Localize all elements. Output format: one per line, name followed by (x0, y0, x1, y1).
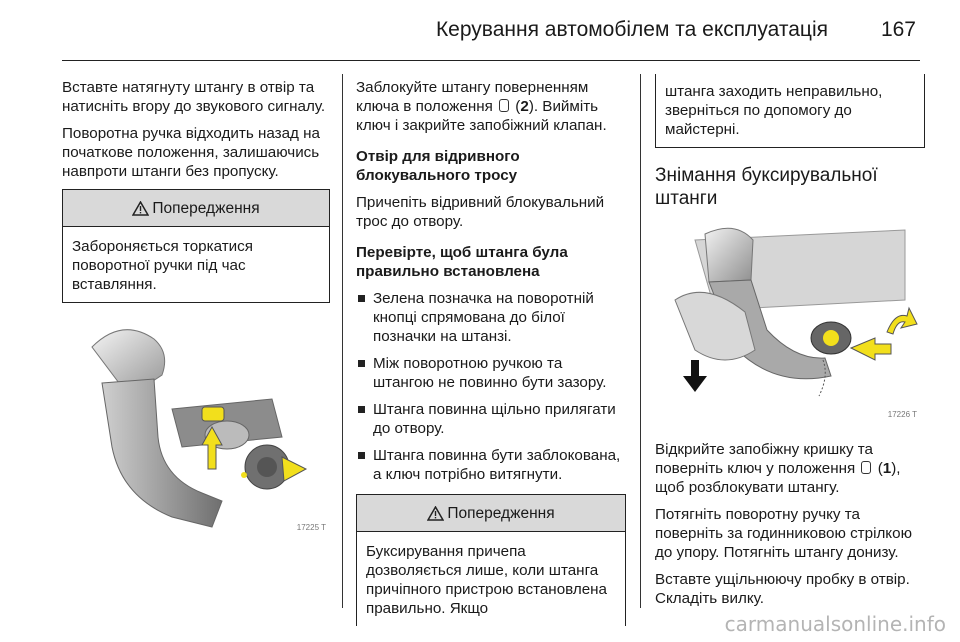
warning-header (63, 190, 329, 227)
text: Відкрийте запобіжну кришку та поверніть ключ у положення (655, 441, 874, 477)
paragraph (655, 440, 925, 497)
warning-box (62, 189, 330, 303)
list-item: Штанга повинна щільно прилягати до отвору. (356, 400, 626, 438)
key-position-icon (861, 461, 871, 474)
column-1 (62, 78, 330, 539)
watermark: carmanualsonline.info (724, 612, 946, 636)
list-item: Штанга повинна бути заблокована, а ключ потрібно витягнути. (356, 446, 626, 484)
paragraph: Вставте ущільнюючу пробку в отвір. Складіть вилку. (655, 571, 910, 607)
section-title: Знімання буксирувальної штанги (655, 165, 878, 209)
warning-text: Буксирування причепа дозволяється лише, коли штанга причіпного пристрою встановлена правильно. Якщо (366, 543, 607, 617)
header-rule (62, 60, 920, 61)
warning-header (357, 495, 625, 532)
warning-title: Попередження (152, 199, 260, 217)
figure-label: 17226 T (887, 410, 917, 419)
column-3 (655, 74, 925, 616)
text: Заблокуйте штангу поверненням ключа в положення (356, 79, 589, 115)
list-item: Між поворотною ручкою та штангою не повинно бути зазору. (356, 354, 626, 392)
text: ). Вийміть ключ і закрийте запобіжний клапан. (356, 98, 607, 134)
column-2 (356, 78, 626, 626)
header-title: Керування автомобілем та експлуатація (435, 18, 828, 41)
warning-box (356, 494, 626, 626)
column-divider (342, 74, 343, 608)
position-number: 2 (520, 98, 529, 115)
paragraph: Причепіть відривний блокувальний трос до отвору. (356, 194, 605, 230)
paragraph (356, 78, 626, 135)
warning-text: Забороняється торкатися поворотної ручки під час вставляння. (72, 238, 253, 293)
tow-bar-removal-drawing (655, 220, 921, 428)
paragraph: Поворотна ручка відходить назад на початкове положення, залишаючись навпроти штанги без пропуску. (62, 125, 320, 180)
warning-triangle-icon (132, 201, 149, 216)
figure-label: 17225 T (296, 523, 326, 532)
warning-text: штанга заходить неправильно, зверніться по допомогу до майстерні. (665, 83, 883, 138)
warning-title: Попередження (447, 504, 555, 522)
illustration-tow-bar-removal (655, 220, 921, 428)
page-header (62, 12, 920, 52)
warning-triangle-icon (427, 506, 444, 521)
text: ( (511, 98, 521, 115)
list-item: Зелена позначка на поворотній кнопці спрямована до білої позначки на штанзі. (356, 289, 626, 346)
illustration-tow-bar-insert (62, 317, 328, 539)
subheading: Отвір для відривного блокувального тросу (356, 148, 520, 184)
subheading: Перевірте, щоб штанга була правильно встановлена (356, 244, 568, 280)
position-number: 1 (882, 460, 892, 477)
text: ( (873, 460, 883, 477)
arrow-down-icon (683, 360, 707, 392)
checklist (356, 289, 626, 484)
tow-bar-insert-drawing (62, 317, 328, 539)
page-number: 167 (880, 18, 916, 41)
key-position-icon (499, 99, 509, 112)
warning-box-continued (655, 74, 925, 148)
text: ), щоб розблокувати штангу. (655, 460, 901, 496)
column-divider (640, 74, 641, 608)
paragraph: Потягніть поворотну ручку та поверніть за годинниковою стрілкою до упору. Потягніть штангу донизу. (655, 506, 912, 561)
paragraph: Вставте натягнуту штангу в отвір та натисніть вгору до звукового сигналу. (62, 79, 326, 115)
